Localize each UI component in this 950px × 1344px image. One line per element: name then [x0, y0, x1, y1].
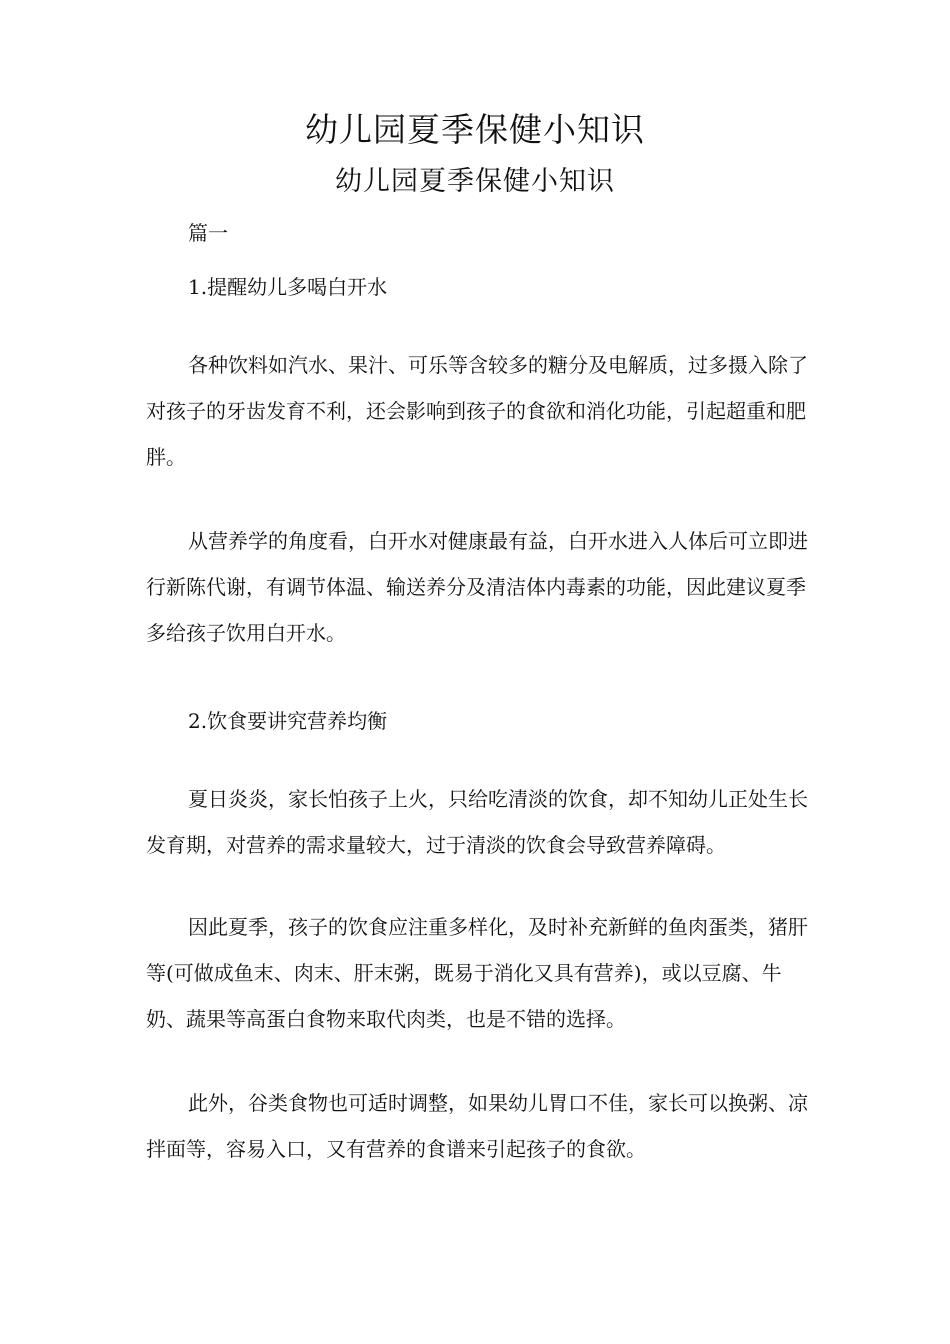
paragraph-4: 因此夏季，孩子的饮食应注重多样化，及时补充新鲜的鱼肉蛋类，猪肝等(可做成鱼末、肉末、肝末粥，既易于消化又具有营养)，或以豆腐、牛奶、蔬果等高蛋白食物来取代肉类，也是不错的选择。 — [146, 915, 808, 1031]
paragraph-2: 从营养学的角度看，白开水对健康最有益，白开水进入人体后可立即进行新陈代谢，有调节体温、输送养分及清洁体内毒素的功能，因此建议夏季多给孩子饮用白开水。 — [146, 529, 808, 645]
document-subtitle: 幼儿园夏季保健小知识 — [335, 166, 615, 197]
document-title: 幼儿园夏季保健小知识 — [305, 110, 645, 149]
paragraph-5: 此外，谷类食物也可适时调整，如果幼儿胃口不佳，家长可以换粥、凉拌面等，容易入口，又有营养的食谱来引起孩子的食欲。 — [146, 1091, 808, 1161]
paragraph-3: 夏日炎炎，家长怕孩子上火，只给吃清淡的饮食，却不知幼儿正处生长发育期，对营养的需求量较大，过于清淡的饮食会导致营养障碍。 — [146, 787, 808, 857]
paragraph-1: 各种饮料如汽水、果汁、可乐等含较多的糖分及电解质，过多摄入除了对孩子的牙齿发育不利，还会影响到孩子的食欲和消化功能，引起超重和肥胖。 — [146, 353, 808, 469]
part-label: 篇一 — [188, 221, 228, 245]
section-heading-2: 2.饮食要讲究营养均衡 — [188, 709, 388, 733]
section-heading-1: 1.提醒幼儿多喝白开水 — [188, 275, 388, 299]
